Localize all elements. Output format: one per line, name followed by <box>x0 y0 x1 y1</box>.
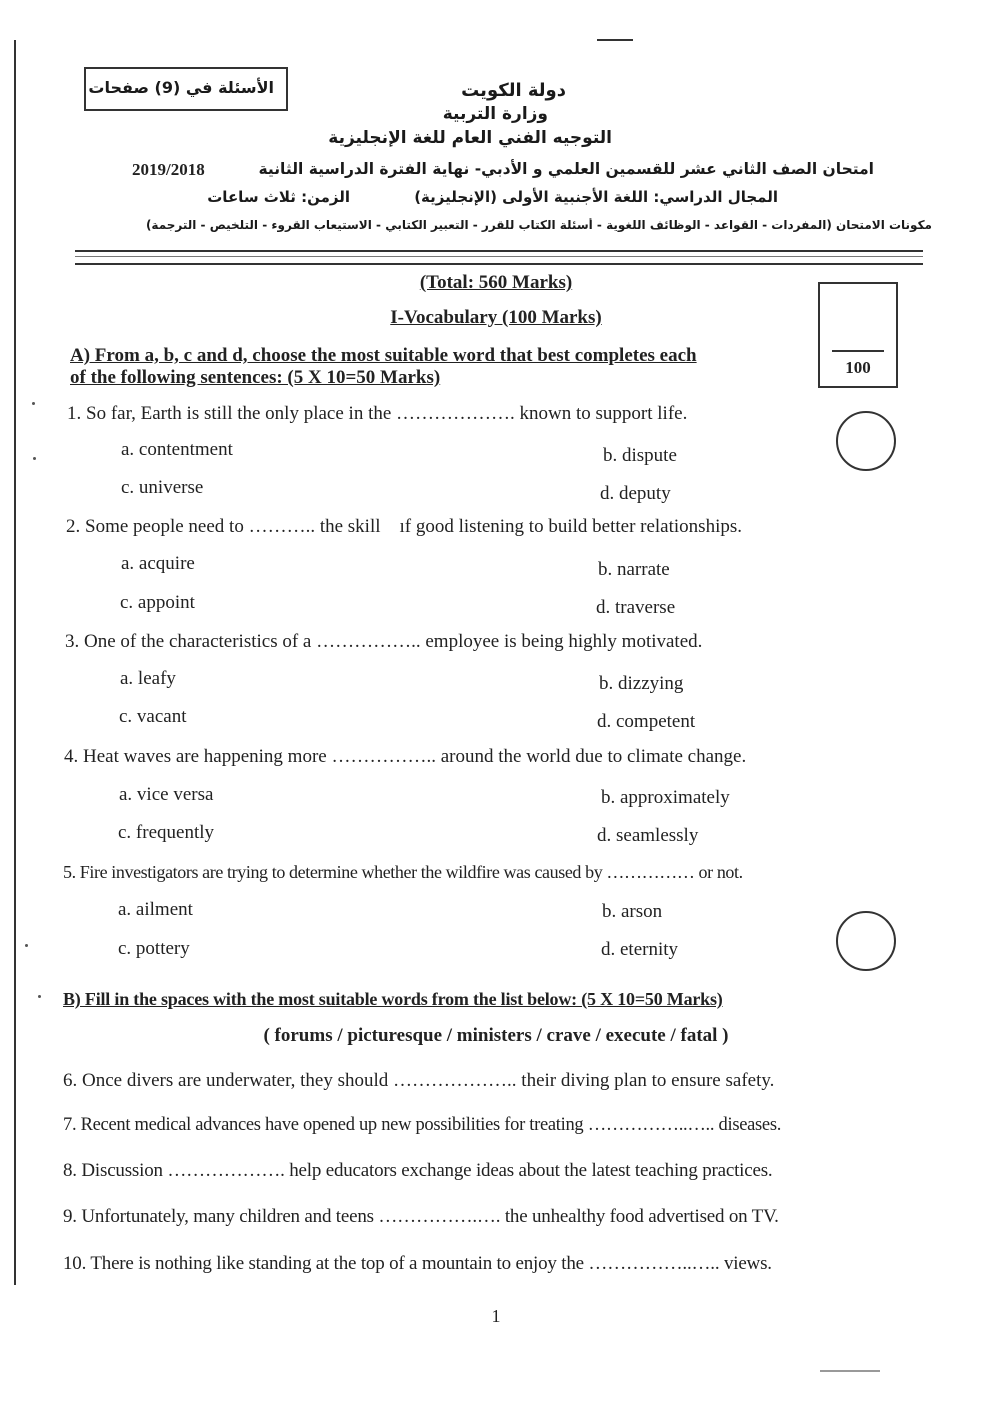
sentence-8: 8. Discussion ………………. help educators exchange ideas about the latest teaching practices. <box>63 1160 773 1181</box>
footer-dash <box>820 1370 880 1372</box>
sentence-7: 7. Recent medical advances have opened up new possibilities for treating ……………..….. diseases. <box>63 1115 782 1135</box>
header-components-line: مكونات الامتحان (المفردات - القواعد - الوظائف اللغوية - أسئلة الكتاب للقرر - التعبير الكتابي - الاستيعاب القروء - التلخيص - الترجمة) <box>145 218 932 232</box>
partB-heading: B) Fill in the spaces with the most suitable words from the list below: (5 X 10=50 Marks) <box>63 989 723 1009</box>
sentence-10: 10. There is nothing like standing at the top of a mountain to enjoy the ……………..….. views. <box>63 1253 772 1274</box>
q5-option-b: b. arson <box>602 901 663 922</box>
q4-option-d: d. seamlessly <box>597 825 699 846</box>
margin-rule <box>14 40 16 1285</box>
q3-option-b: b. dizzying <box>599 673 684 694</box>
scan-speck <box>33 457 36 460</box>
header-time-line: الزمن: ثلاث ساعات <box>207 188 350 206</box>
q3-option-d: d. competent <box>597 711 696 732</box>
q2-option-c: c. appoint <box>120 592 195 613</box>
question-1: 1. So far, Earth is still the only place in the ………………. known to support life. <box>67 403 688 424</box>
sentence-6: 6. Once divers are underwater, they should ……………….. their diving plan to ensure safety. <box>63 1070 775 1091</box>
grading-circle <box>836 411 896 471</box>
q1-option-a: a. contentment <box>121 439 233 460</box>
header-country: دولة الكويت <box>461 80 566 101</box>
question-5: 5. Fire investigators are trying to determine whether the wildfire was caused by …………… or not. <box>63 862 743 882</box>
score-box-line <box>832 350 884 352</box>
q5-option-d: d. eternity <box>601 939 679 960</box>
q1-option-b: b. dispute <box>603 445 677 466</box>
q1-option-c: c. universe <box>121 477 204 498</box>
header-divider-bottom <box>75 256 923 257</box>
partB-word-list: ( forums / picturesque / ministers / crave / execute / fatal ) <box>263 1025 729 1046</box>
partA-heading-line2: of the following sentences: (5 X 10=50 Marks) <box>70 367 441 388</box>
sentence-9: 9. Unfortunately, many children and teens …………….…. the unhealthy food advertised on TV. <box>63 1206 779 1227</box>
q3-option-c: c. vacant <box>119 706 187 727</box>
scan-speck <box>38 995 41 998</box>
q5-option-a: a. ailment <box>118 899 193 920</box>
header-divider-top <box>75 250 923 252</box>
header-ministry: وزارة التربية <box>442 104 548 124</box>
q2-option-d: d. traverse <box>596 597 676 618</box>
q4-option-c: c. frequently <box>118 822 215 843</box>
top-dash <box>597 39 633 41</box>
q1-option-d: d. deputy <box>600 483 671 504</box>
q2-option-a: a. acquire <box>121 553 195 574</box>
page-number: 1 <box>491 1306 501 1326</box>
partA-heading-line1: A) From a, b, c and d, choose the most suitable word that best completes each <box>70 345 697 366</box>
header-divider-third <box>75 263 923 265</box>
header-exam-line: امتحان الصف الثاني عشر للقسمين العلمي و الأدبي- نهاية الفترة الدراسية الثانية <box>258 160 874 178</box>
pages-count-text: الأسئلة في (9) صفحات <box>88 78 274 97</box>
q5-option-c: c. pottery <box>118 938 190 959</box>
header-department: التوجيه الفني العام للغة الإنجليزية <box>328 128 612 148</box>
section-title-text: I-Vocabulary (100 Marks) <box>390 307 602 328</box>
q4-option-b: b. approximately <box>601 787 730 808</box>
q3-option-a: a. leafy <box>120 668 176 689</box>
scan-speck <box>32 402 35 405</box>
total-marks-text: (Total: 560 Marks) <box>419 272 573 293</box>
question-4: 4. Heat waves are happening more …………….. around the world due to climate change. <box>64 746 747 767</box>
score-box <box>818 282 898 388</box>
header-subject-line: المجال الدراسي: اللغة الأجنبية الأولى (الإنجليزية) <box>414 188 778 206</box>
score-box-value: 100 <box>845 358 871 377</box>
header-year: 2019/2018 <box>132 160 205 179</box>
question-3: 3. One of the characteristics of a …………….. employee is being highly motivated. <box>65 631 703 652</box>
q2-option-b: b. narrate <box>598 559 670 580</box>
grading-circle <box>836 911 896 971</box>
pages-count-box <box>84 67 288 111</box>
question-2: 2. Some people need to ……….. the skill ıf good listening to build better relationships. <box>66 516 742 537</box>
q4-option-a: a. vice versa <box>119 784 214 805</box>
scan-speck <box>25 944 28 947</box>
